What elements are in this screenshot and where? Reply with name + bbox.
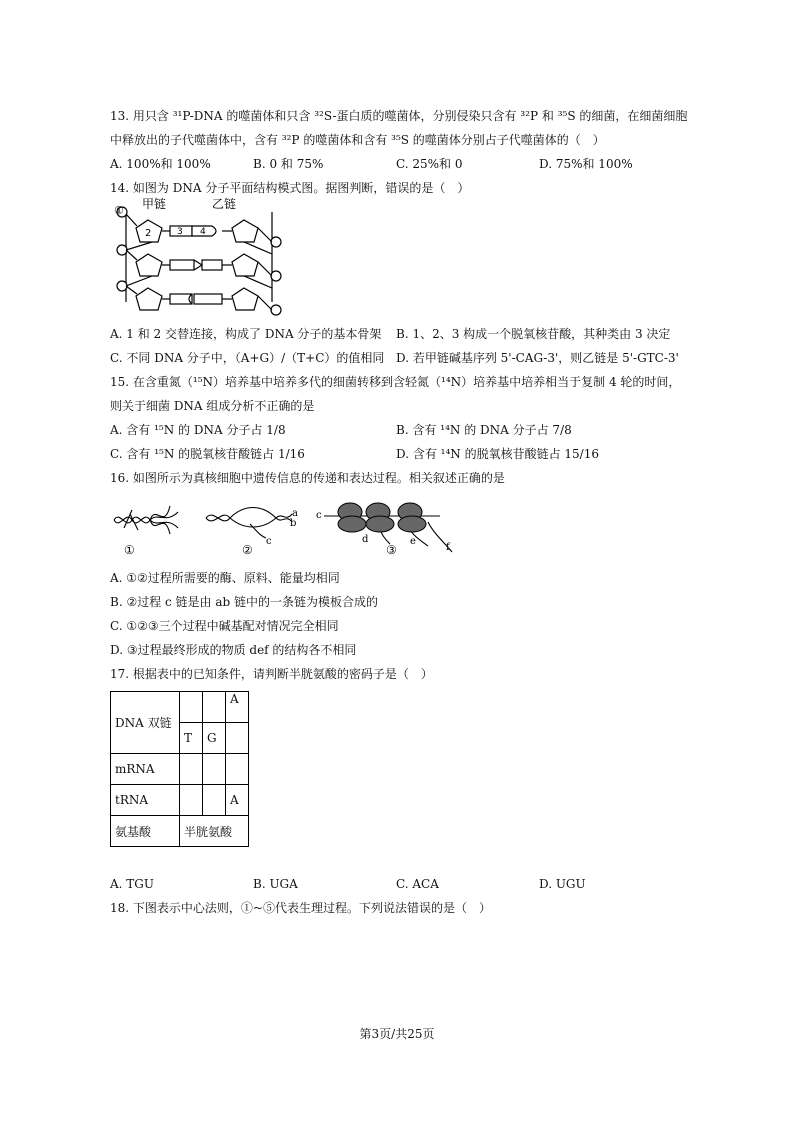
q16-option-d[interactable]: D. ③过程最终形成的物质 def 的结构各不相同 xyxy=(110,643,357,657)
row-label-trna: tRNA xyxy=(111,785,180,816)
q17-option-b[interactable]: B. UGA xyxy=(253,877,298,891)
q16-stem: 16. 如图所示为真核细胞中遗传信息的传递和表达过程。相关叙述正确的是 xyxy=(110,471,505,485)
label-c-process2: c xyxy=(266,536,272,547)
dna-bottom-3 xyxy=(226,723,249,754)
q13-option-d[interactable]: D. 75%和 100% xyxy=(539,157,633,171)
label-chain-a: 甲链 xyxy=(142,197,167,211)
dna-top-3: A xyxy=(226,692,249,723)
q14-option-c[interactable]: C. 不同 DNA 分子中，（A+G）/（T+C）的值相同 xyxy=(110,351,385,365)
q16-option-a[interactable]: A. ①②过程所需要的酶、原料、能量均相同 xyxy=(110,571,340,585)
label-process-2: ② xyxy=(242,543,253,557)
q13-line2: 中释放出的子代噬菌体中，含有 ³²P 的噬菌体和含有 ³⁵S 的噬菌体分别占子代噬菌体的（ ） xyxy=(110,133,605,147)
mrna-3 xyxy=(226,754,249,785)
gene-expression-figure xyxy=(110,500,490,562)
q13-line1: 13. 用只含 ³¹P-DNA 的噬菌体和只含 ³²S-蛋白质的噬菌体，分别侵染只含有 ³²P 和 ³⁵S 的细菌，在细菌细胞 xyxy=(110,109,688,123)
q15-line1: 15. 在含重氮（¹⁵N）培养基中培养多代的细菌转移到含轻氮（¹⁴N）培养基中培养相当于复制 4 轮的时间， xyxy=(110,375,681,389)
label-a: a xyxy=(292,508,298,519)
dna-bottom-1: T xyxy=(180,723,203,754)
q15-option-a[interactable]: A. 含有 ¹⁵N 的 DNA 分子占 1/8 xyxy=(110,423,286,437)
label-process-3: ③ xyxy=(386,543,397,557)
label-c-process3: c xyxy=(316,510,322,521)
label-e: e xyxy=(410,536,416,547)
q17-options xyxy=(110,876,690,892)
label-d: d xyxy=(362,534,369,545)
q16-option-c[interactable]: C. ①②③三个过程中碱基配对情况完全相同 xyxy=(110,619,339,633)
q17-option-a[interactable]: A. TGU xyxy=(110,877,154,891)
q15-options-row1 xyxy=(110,422,690,438)
q14-options-row2 xyxy=(110,350,690,366)
amino-acid-value: 半胱氨酸 xyxy=(180,816,249,847)
trna-2 xyxy=(203,785,226,816)
label-chain-b: 乙链 xyxy=(212,197,237,211)
q14-options-row1 xyxy=(110,326,690,342)
trna-1 xyxy=(180,785,203,816)
q15-option-b[interactable]: B. 含有 ¹⁴N 的 DNA 分子占 7/8 xyxy=(396,423,572,437)
label-2: 2 xyxy=(145,228,152,239)
dna-bottom-2: G xyxy=(203,723,226,754)
q15-options-row2 xyxy=(110,446,690,462)
label-4: 4 xyxy=(200,227,206,237)
label-b: b xyxy=(290,518,297,529)
q14-option-a[interactable]: A. 1 和 2 交替连接，构成了 DNA 分子的基本骨架 xyxy=(110,327,382,341)
dna-top-1 xyxy=(180,692,203,723)
mrna-1 xyxy=(180,754,203,785)
q14-stem: 14. 如图为 DNA 分子平面结构模式图。据图判断，错误的是（ ） xyxy=(110,181,470,195)
q14-option-d[interactable]: D. 若甲链碱基序列 5'-CAG-3'，则乙链是 5'-GTC-3' xyxy=(396,351,679,365)
row-label-dna: DNA 双链 xyxy=(111,692,180,754)
q15-line2: 则关于细菌 DNA 组成分析不正确的是 xyxy=(110,399,315,413)
trna-3: A xyxy=(226,785,249,816)
q17-option-d[interactable]: D. UGU xyxy=(539,877,586,891)
page-number: 第3页/共25页 xyxy=(359,1027,435,1041)
q14-option-b[interactable]: B. 1、2、3 构成一个脱氧核苷酸，其种类由 3 决定 xyxy=(396,327,671,341)
q15-option-c[interactable]: C. 含有 ¹⁵N 的脱氧核苷酸链占 1/16 xyxy=(110,447,305,461)
q16-option-b[interactable]: B. ②过程 c 链是由 ab 链中的一条链为模板合成的 xyxy=(110,595,379,609)
codon-table xyxy=(110,691,249,847)
mrna-2 xyxy=(203,754,226,785)
label-3: 3 xyxy=(177,227,183,237)
q17-stem: 17. 根据表中的已知条件，请判断半胱氨酸的密码子是（ ） xyxy=(110,667,433,681)
q15-option-d[interactable]: D. 含有 ¹⁴N 的脱氧核苷酸链占 15/16 xyxy=(396,447,599,461)
row-label-mrna: mRNA xyxy=(111,754,180,785)
q13-options xyxy=(110,156,690,172)
q13-option-a[interactable]: A. 100%和 100% xyxy=(110,157,211,171)
label-f: f xyxy=(446,542,450,553)
q13-option-b[interactable]: B. 0 和 75% xyxy=(253,157,324,171)
dna-structure-figure xyxy=(112,197,282,314)
dna-top-2 xyxy=(203,692,226,723)
q13-option-c[interactable]: C. 25%和 0 xyxy=(396,157,463,171)
row-label-amino-acid: 氨基酸 xyxy=(111,816,180,847)
label-1: ① xyxy=(114,204,124,217)
q17-option-c[interactable]: C. ACA xyxy=(396,877,439,891)
label-process-1: ① xyxy=(124,543,135,557)
q18-stem: 18. 下图表示中心法则，①~⑤代表生理过程。下列说法错误的是（ ） xyxy=(110,901,491,915)
